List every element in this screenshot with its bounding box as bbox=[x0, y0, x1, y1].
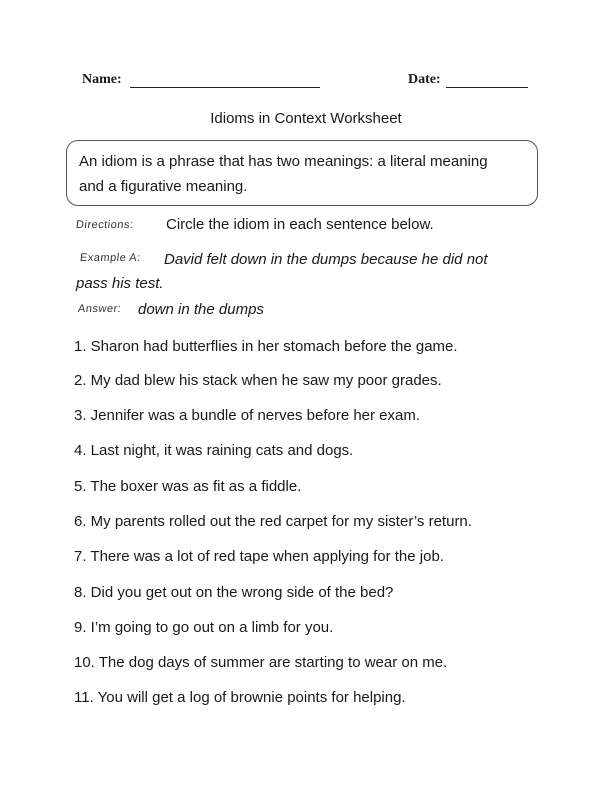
list-item: 2. My dad blew his stack when he saw my poor grades. bbox=[74, 372, 442, 389]
name-line bbox=[130, 87, 320, 88]
example-line-1: David felt down in the dumps because he did not bbox=[164, 251, 488, 268]
name-label: Name: bbox=[82, 72, 122, 87]
list-item: 3. Jennifer was a bundle of nerves before her exam. bbox=[74, 407, 421, 424]
definition-box bbox=[66, 140, 538, 206]
date-label: Date: bbox=[408, 72, 441, 87]
list-item: 5. The boxer was as fit as a fiddle. bbox=[74, 478, 302, 495]
list-item: 6. My parents rolled out the red carpet for my sister’s return. bbox=[74, 513, 472, 530]
list-item: 4. Last night, it was raining cats and dogs. bbox=[74, 442, 354, 459]
list-item: 1. Sharon had butterflies in her stomach before the game. bbox=[74, 338, 458, 355]
example-line-2: pass his test. bbox=[76, 275, 164, 292]
list-item: 7. There was a lot of red tape when applying for the job. bbox=[74, 548, 444, 565]
definition-line-1: An idiom is a phrase that has two meanings: a literal meaning bbox=[79, 153, 488, 170]
answer-label: Answer: bbox=[77, 303, 122, 315]
list-item: 9. I’m going to go out on a limb for you. bbox=[74, 619, 334, 636]
directions-label: Directions: bbox=[75, 219, 135, 231]
list-item: 11. You will get a log of brownie points for helping. bbox=[74, 689, 406, 706]
list-item: 10. The dog days of summer are starting to wear on me. bbox=[74, 654, 448, 671]
directions-text: Circle the idiom in each sentence below. bbox=[166, 216, 434, 233]
answer-text: down in the dumps bbox=[138, 301, 264, 318]
example-label: Example A: bbox=[79, 252, 142, 264]
date-line bbox=[446, 87, 528, 88]
list-item: 8. Did you get out on the wrong side of the bed? bbox=[74, 584, 394, 601]
worksheet-title: Idioms in Context Worksheet bbox=[210, 110, 402, 127]
definition-line-2: and a figurative meaning. bbox=[79, 178, 248, 195]
